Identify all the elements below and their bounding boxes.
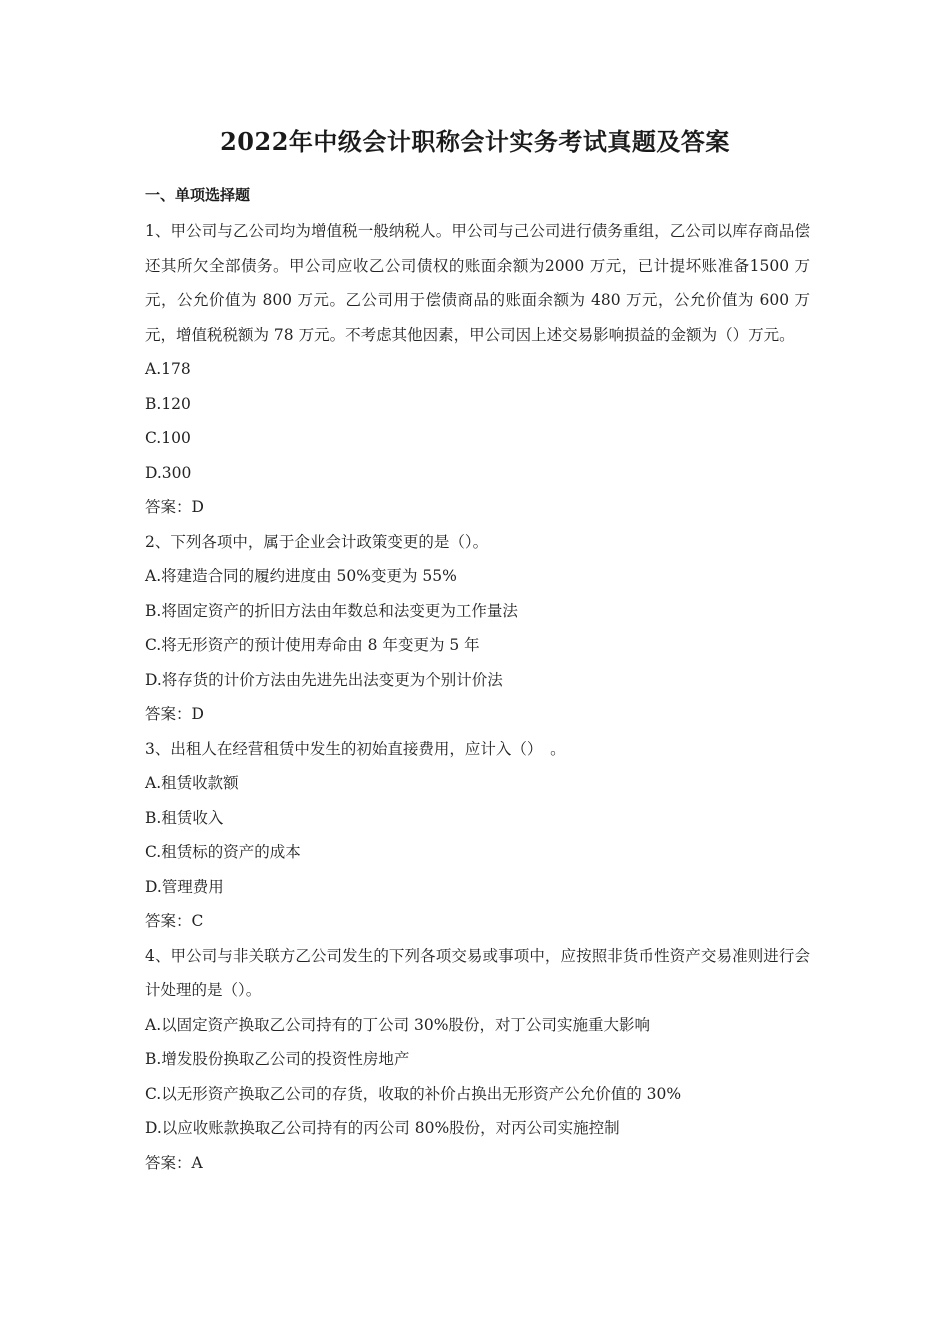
answer: 答案：C: [145, 912, 204, 930]
question-2: [145, 525, 810, 732]
question-1: [145, 214, 810, 525]
answer: 答案：A: [145, 1153, 203, 1172]
option-c: C.以无形资产换取乙公司的存货，收取的补价占换出无形资产公允价值的 30%: [145, 1084, 682, 1103]
option-d: D.将存货的计价方法由先进先出法变更为个别计价法: [145, 670, 503, 689]
question-stem: 3、出租人在经营租赁中发生的初始直接费用，应计入（） 。: [145, 739, 566, 758]
answer: 答案：D: [145, 498, 204, 516]
option-b: B.增发股份换取乙公司的投资性房地产: [145, 1050, 410, 1068]
option-b: B.120: [145, 394, 191, 413]
option-a: A.将建造合同的履约进度由 50%变更为 55%: [145, 567, 457, 585]
option-a: A.178: [145, 360, 191, 378]
question-4: [145, 939, 810, 1181]
option-c: C.100: [145, 429, 191, 447]
option-c: C.租赁标的资产的成本: [145, 843, 301, 861]
option-b: B.租赁收入: [145, 808, 224, 827]
document-body: [145, 180, 810, 1180]
option-b: B.将固定资产的折旧方法由年数总和法变更为工作量法: [145, 601, 518, 620]
answer: 答案：D: [145, 705, 204, 723]
option-d: D.以应收账款换取乙公司持有的丙公司 80%股份，对丙公司实施控制: [145, 1119, 620, 1137]
section-heading: 一、单项选择题: [145, 186, 251, 204]
option-c: C.将无形资产的预计使用寿命由 8 年变更为 5 年: [145, 636, 480, 654]
question-stem: 2、下列各项中，属于企业会计政策变更的是（）。: [145, 532, 489, 551]
question-3: [145, 732, 810, 939]
option-d: D.管理费用: [145, 877, 224, 896]
option-a: A.以固定资产换取乙公司持有的丁公司 30%股份，对丁公司实施重大影响: [145, 1015, 651, 1034]
question-stem: 1、甲公司与乙公司均为增值税一般纳税人。甲公司与己公司进行债务重组，乙公司以库存商品偿还其所欠全部债务。甲公司应收乙公司债权的账面余额为2000 万元，已计提坏账准备1500 万元，公允价值为 800 万元。乙公司用于偿债商品的账面余额为 480 万元，公允价值为 600 万元，增值税税额为 78 万元。不考虑其他因素，甲公司因上述交易影响损益的金额为（）万元。: [145, 222, 810, 344]
question-stem: 4、甲公司与非关联方乙公司发生的下列各项交易或事项中，应按照非货币性资产交易准则进行会计处理的是（）。: [145, 946, 810, 999]
option-d: D.300: [145, 463, 192, 482]
document-title: 2022年中级会计职称会计实务考试真题及答案: [220, 127, 730, 156]
option-a: A.租赁收款额: [145, 774, 239, 792]
